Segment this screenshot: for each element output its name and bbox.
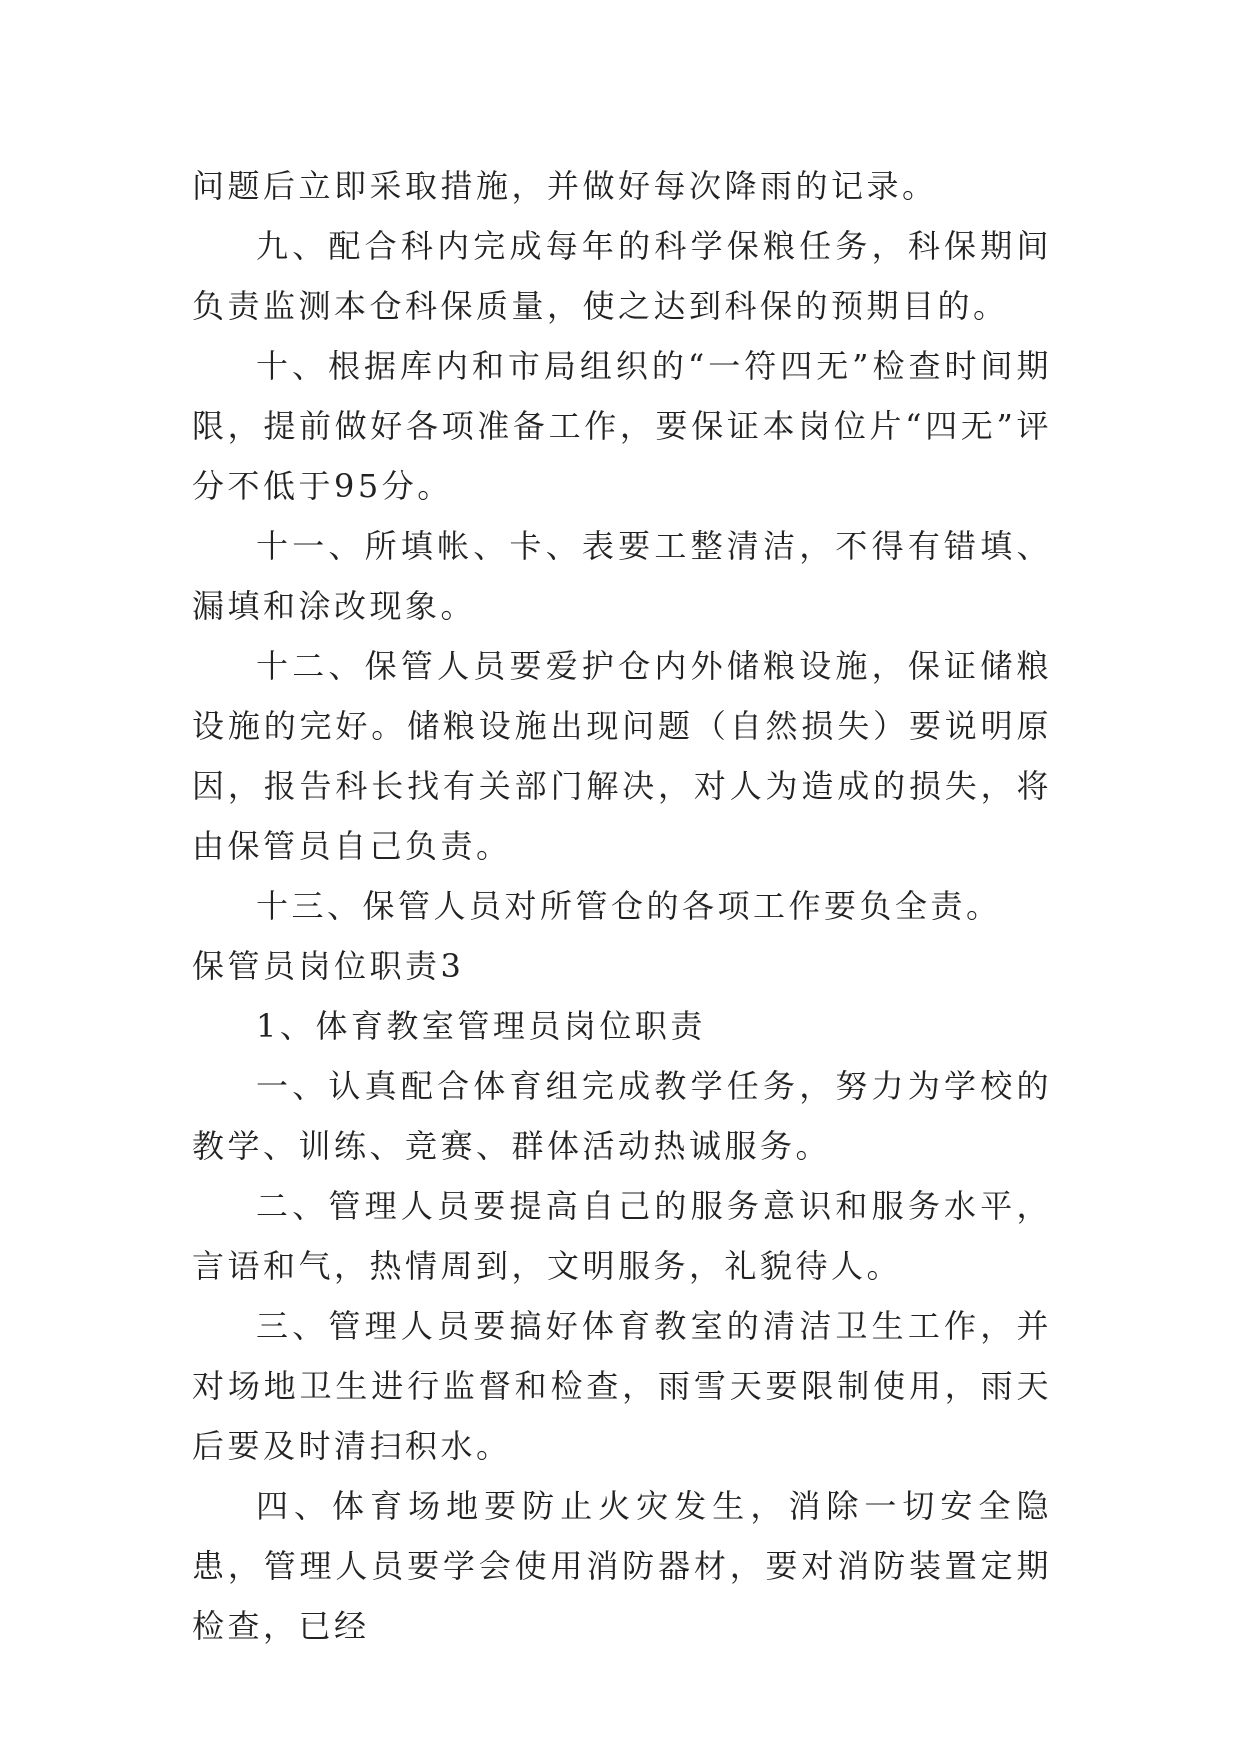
paragraph-item-13: 十三、保管人员对所管仓的各项工作要负全责。	[256, 887, 1002, 925]
paragraph-duty-3: 三、管理人员要搞好体育教室的清洁卫生工作，并对场地卫生进行监督和检查，雨雪天要限制使用，雨天后要及时清扫积水。	[192, 1307, 1052, 1465]
document-page	[192, 156, 1052, 1656]
paragraph-item-12: 十二、保管人员要爱护仓内外储粮设施，保证储粮设施的完好。储粮设施出现问题（自然损失）要说明原因，报告科长找有关部门解决，对人为造成的损失，将由保管员自己负责。	[192, 647, 1052, 865]
section-title: 保管员岗位职责3	[192, 947, 465, 985]
paragraph-item-10: 十、根据库内和市局组织的“一符四无”检查时间期限，提前做好各项准备工作，要保证本岗位片“四无”评分不低于95分。	[192, 347, 1052, 505]
paragraph-duty-1: 一、认真配合体育组完成教学任务，努力为学校的教学、训练、竞赛、群体活动热诚服务。	[192, 1067, 1052, 1165]
paragraph-duty-2: 二、管理人员要提高自己的服务意识和服务水平，言语和气，热情周到，文明服务，礼貌待人。	[192, 1187, 1052, 1285]
paragraph-continued: 问题后立即采取措施，并做好每次降雨的记录。	[192, 167, 938, 205]
paragraph-item-9: 九、配合科内完成每年的科学保粮任务，科保期间负责监测本仓科保质量，使之达到科保的预期目的。	[192, 227, 1052, 325]
paragraph-duty-4: 四、体育场地要防止火灾发生，消除一切安全隐患，管理人员要学会使用消防器材，要对消防装置定期检查，已经	[192, 1487, 1052, 1645]
paragraph-item-11: 十一、所填帐、卡、表要工整清洁，不得有错填、漏填和涂改现象。	[192, 527, 1052, 625]
subsection-title: 1、体育教室管理员岗位职责	[256, 1007, 706, 1045]
